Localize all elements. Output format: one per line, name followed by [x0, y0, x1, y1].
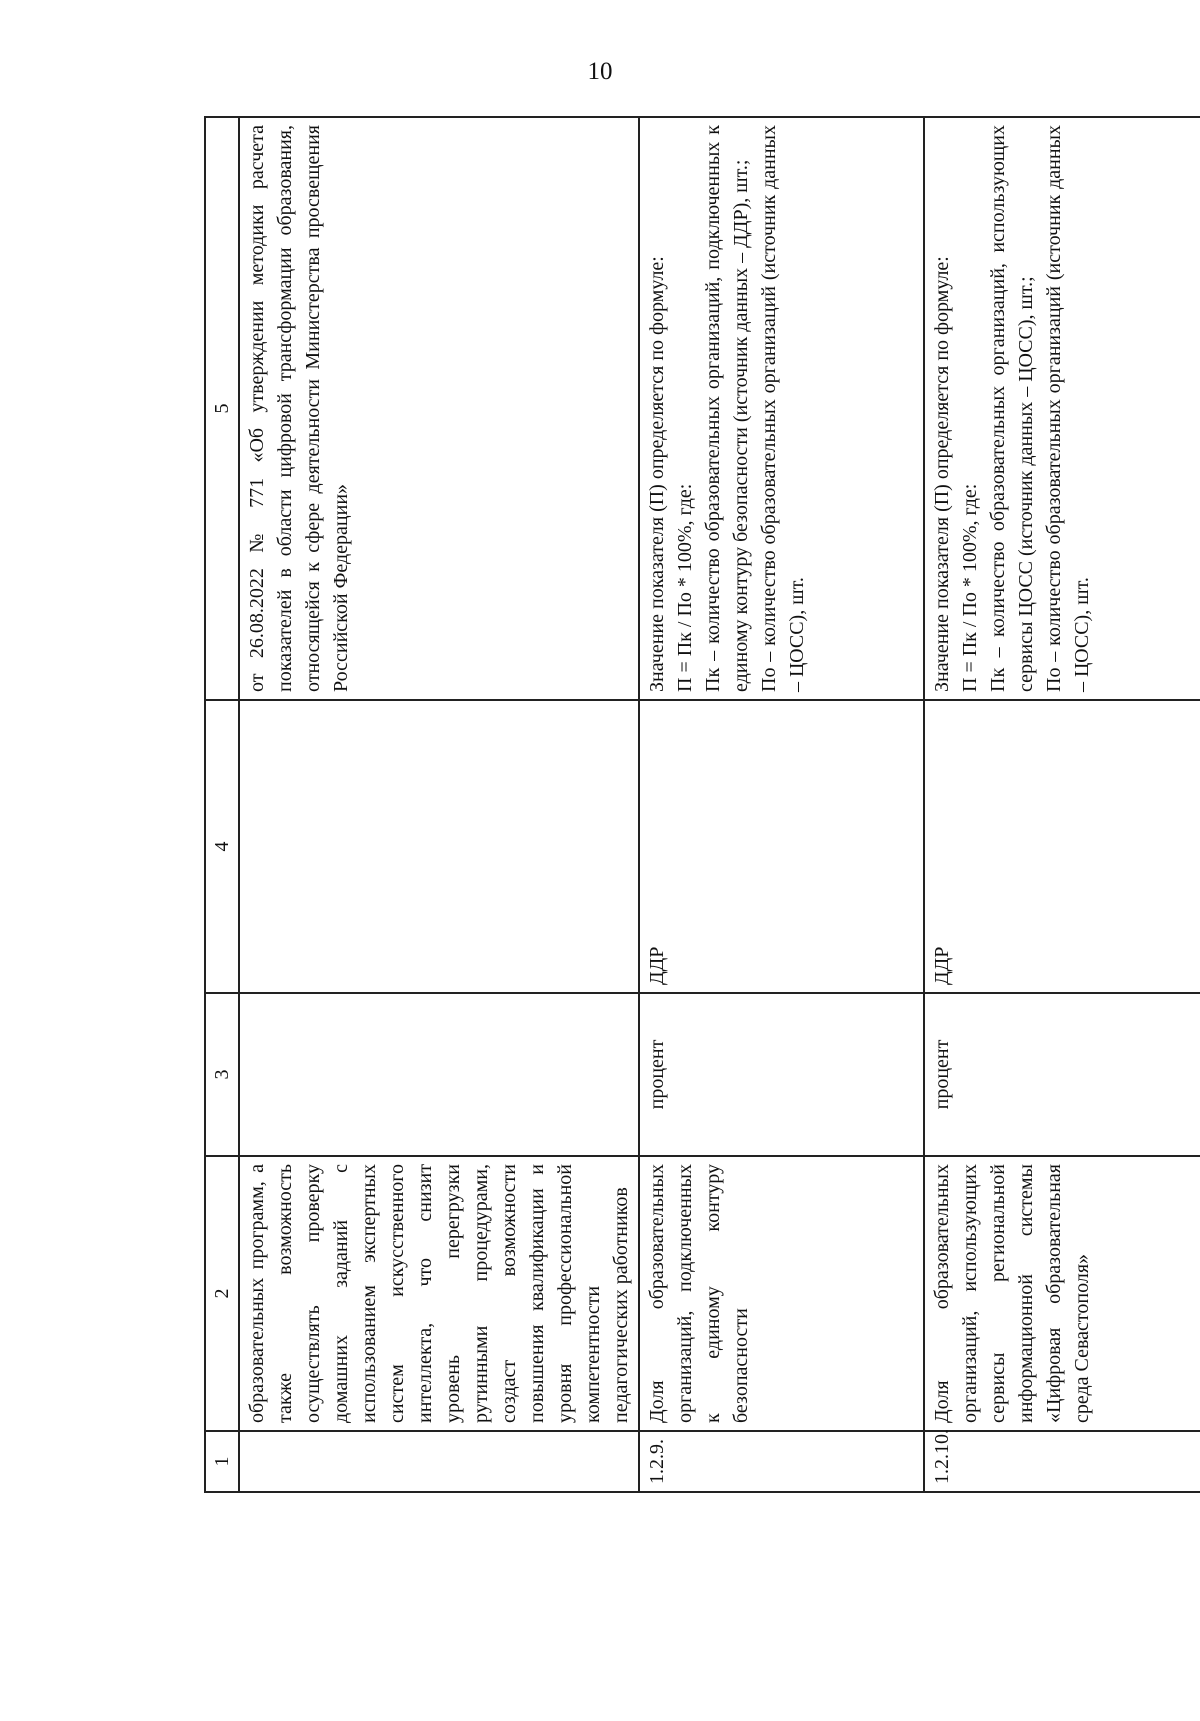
table-row	[924, 117, 1200, 1492]
method-cell	[239, 117, 639, 700]
method-line: По – количество образовательных организаций (источник данных – ЦОСС), шт.	[1043, 125, 1093, 692]
source-cell	[239, 700, 639, 993]
table-row	[239, 117, 639, 1492]
header-col-2: 2	[205, 1156, 239, 1431]
indicator-name: Доля образовательных организаций, подключенных к единому контуру безопасности	[639, 1156, 924, 1431]
method-line: Пк – количество образовательных организаций, подключенных к единому контуру безопасности (источник данных – ДДР), шт.;	[702, 125, 752, 692]
header-col-4: 4	[205, 700, 239, 993]
source-cell: ДДР	[639, 700, 924, 993]
row-number: 1.2.9.	[639, 1431, 924, 1492]
header-col-3: 3	[205, 993, 239, 1156]
indicator-name: образовательных программ, а также возможность осуществлять проверку домашних заданий с использованием экспертных систем искусственного интеллекта, что снизит уровень перегрузки рутинными процедурами, создаст возможности повышения квалификации и уровня профессиональной компетентности педагогических работников	[239, 1156, 639, 1431]
header-col-5: 5	[205, 117, 239, 700]
method-line: По – количество образовательных организаций (источник данных – ЦОСС), шт.	[758, 125, 808, 692]
method-line: П = Пк / По * 100%, где:	[674, 483, 696, 692]
header-row	[205, 117, 239, 1492]
method-cell	[924, 117, 1200, 700]
method-line: от 26.08.2022 № 771 «Об утверждении методики расчета показателей в области цифровой трансформации образования, относящейся к сфере деятельности Министерства просвещения Российской Федерации»	[246, 125, 352, 692]
row-number	[239, 1431, 639, 1492]
header-col-1: 1	[205, 1431, 239, 1492]
source-cell: ДДР	[924, 700, 1200, 993]
method-line: Пк – количество образовательных организаций, использующих сервисы ЦОСС (источник данных – ЦОСС), шт.;	[987, 125, 1037, 692]
rotated-table-wrapper	[204, 118, 1200, 1493]
unit-cell	[239, 993, 639, 1156]
page-number: 10	[587, 58, 613, 85]
method-line: Значение показателя (П) определяется по формуле:	[646, 256, 668, 692]
indicator-table	[204, 116, 1200, 1493]
row-number: 1.2.10.	[924, 1431, 1200, 1492]
method-cell	[639, 117, 924, 700]
unit-cell: процент	[924, 993, 1200, 1156]
unit-cell: процент	[639, 993, 924, 1156]
method-line: П = Пк / По * 100%, где:	[959, 483, 981, 692]
method-line: Значение показателя (П) определяется по формуле:	[931, 256, 953, 692]
table-row	[639, 117, 924, 1492]
indicator-name: Доля образовательных организаций, использующих сервисы региональной информационной системы «Цифровая образовательная среда Севастополя»	[924, 1156, 1200, 1431]
rotated-table-frame	[204, 118, 1200, 1493]
